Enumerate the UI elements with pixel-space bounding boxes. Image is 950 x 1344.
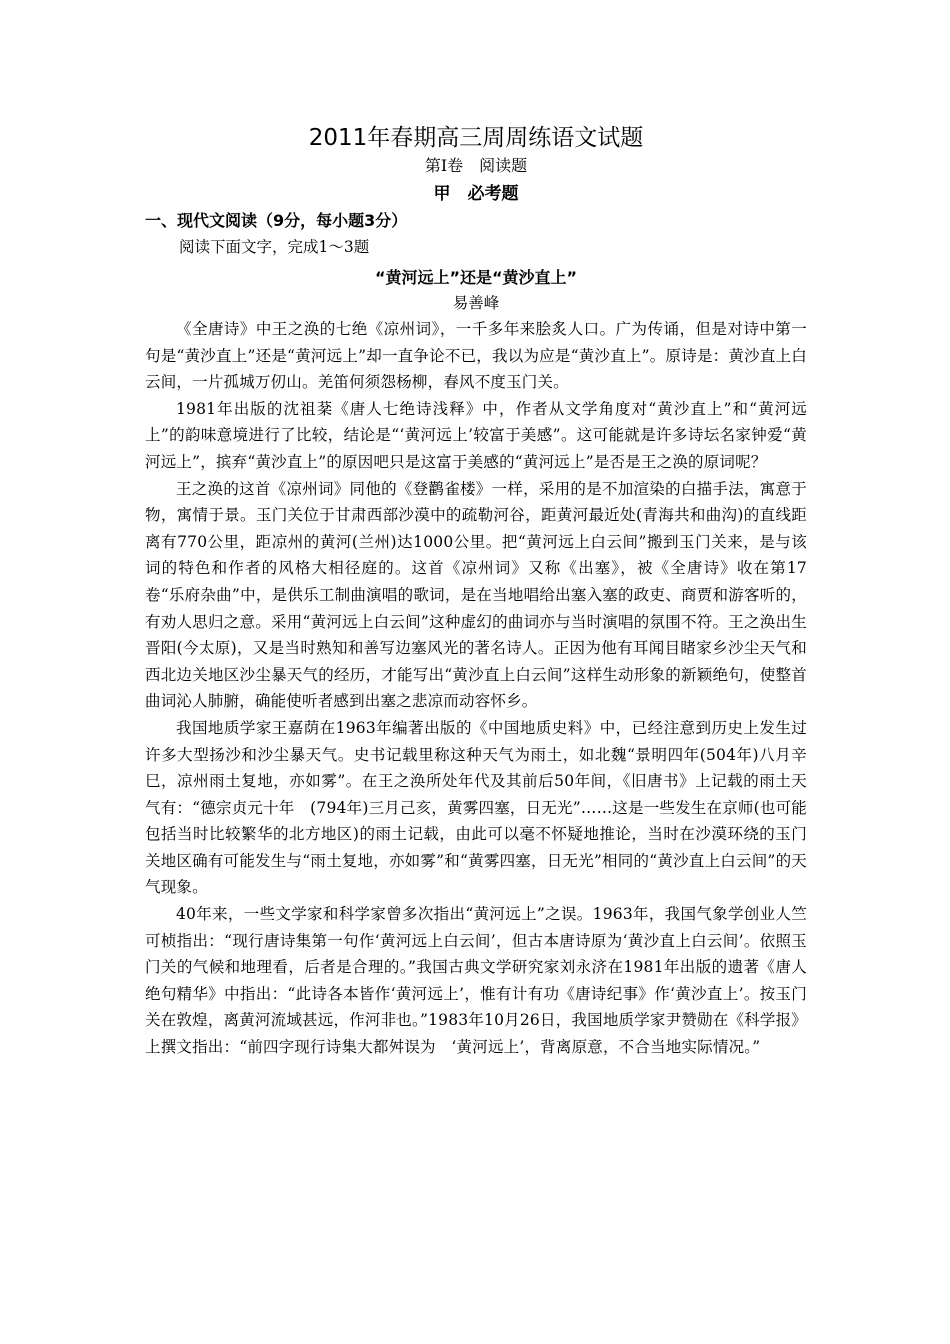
reading-instruction: 阅读下面文字，完成1～3题 (179, 238, 370, 256)
section-label: 甲 必考题 (433, 184, 519, 204)
article-title: “黄河远上”还是“黄沙直上” (374, 268, 578, 287)
volume-label: 第Ⅰ卷 阅读题 (424, 156, 528, 175)
article-paragraph-5: 40年来，一些文学家和科学家曾多次指出“黄河远上”之误。1963年，我国气象学创业人竺可桢指出：“现行唐诗集第一句作‘黄河远上白云间’，但古本唐诗原为‘黄沙直上白云间’。依照玉门关的气候和地理看，后者是合理的。”我国古典文学研究家刘永济在1981年出版的遗著《唐人绝句精华》中指出：“此诗各本皆作‘黄河远上’，惟有计有功《唐诗纪事》作‘黄沙直上’。按玉门关在敦煌，离黄河流域甚远，作河非也。”1983年10月26日，我国地质学家尹赞勋在《科学报》上撰文指出：“前四字现行诗集大都舛误为 ‘黄河远上’，背离原意，不合当地实际情况。” (145, 905, 807, 1057)
exam-title: 2011年春期高三周周练语文试题 (308, 125, 644, 151)
article-paragraph-4: 我国地质学家王嘉荫在1963年编著出版的《中国地质史料》中，已经注意到历史上发生过许多大型扬沙和沙尘暴天气。史书记载里称这种天气为雨土，如北魏“景明四年(504年)八月辛巳，凉州雨土复地，亦如雾”。在王之涣所处年代及其前后50年间，《旧唐书》上记载的雨土天气有：“德宗贞元十年 (794年)三月己亥，黄雾四塞，日无光”……这是一些发生在京师(也可能包括当时比较繁华的北方地区)的雨土记载，由此可以毫不怀疑地推论，当时在沙漠环绕的玉门关地区确有可能发生与“雨土复地，亦如雾”和“黄雾四塞，日无光”相同的“黄沙直上白云间”的天气现象。 (145, 718, 807, 897)
article-paragraph-3: 王之涣的这首《凉州词》同他的《登鹳雀楼》一样，采用的是不加渲染的白描手法，寓意于物，寓情于景。玉门关位于甘肃西部沙漠中的疏勒河谷，距黄河最近处(青海共和曲沟)的直线距离有770公里，距凉州的黄河(兰州)达1000公里。把“黄河远上白云间”搬到玉门关来，是与该词的特色和作者的风格大相径庭的。这首《凉州词》又称《出塞》，被《全唐诗》收在第17卷“乐府杂曲”中，是供乐工制曲演唱的歌词，是在当地唱给出塞入塞的政吏、商贾和游客听的，有劝人思归之意。采用“黄河远上白云间”这种虚幻的曲词亦与当时演唱的氛围不符。王之涣出生晋阳(今太原)，又是当时熟知和善写边塞风光的著名诗人。正因为他有耳闻目睹家乡沙尘天气和西北边关地区沙尘暴天气的经历，才能写出“黄沙直上白云间”这样生动形象的新颖绝句，使整首曲词沁人肺腑，确能使听者感到出塞之悲凉而动容怀乡。 (145, 479, 807, 711)
part-heading: 一、现代文阅读（9分，每小题3分） (145, 211, 408, 230)
exam-page (145, 122, 807, 1061)
article-paragraph-1: 《全唐诗》中王之涣的七绝《凉州词》，一千多年来脍炙人口。广为传诵，但是对诗中第一句是“黄沙直上”还是“黄河远上”却一直争论不已，我以为应是“黄沙直上”。原诗是：黄沙直上白云间，一片孤城万仞山。羌笛何须怨杨柳，春风不度玉门关。 (145, 320, 807, 392)
article-author: 易善峰 (452, 294, 500, 312)
article-paragraph-2: 1981年出版的沈祖棻《唐人七绝诗浅释》中，作者从文学角度对“黄沙直上”和“黄河远上”的韵味意境进行了比较，结论是“‘黄河远上’较富于美感”。这可能就是许多诗坛名家钟爱“黄河远上”，摈弃“黄沙直上”的原因吧只是这富于美感的“黄河远上”是否是王之涣的原词呢？ (145, 399, 807, 471)
